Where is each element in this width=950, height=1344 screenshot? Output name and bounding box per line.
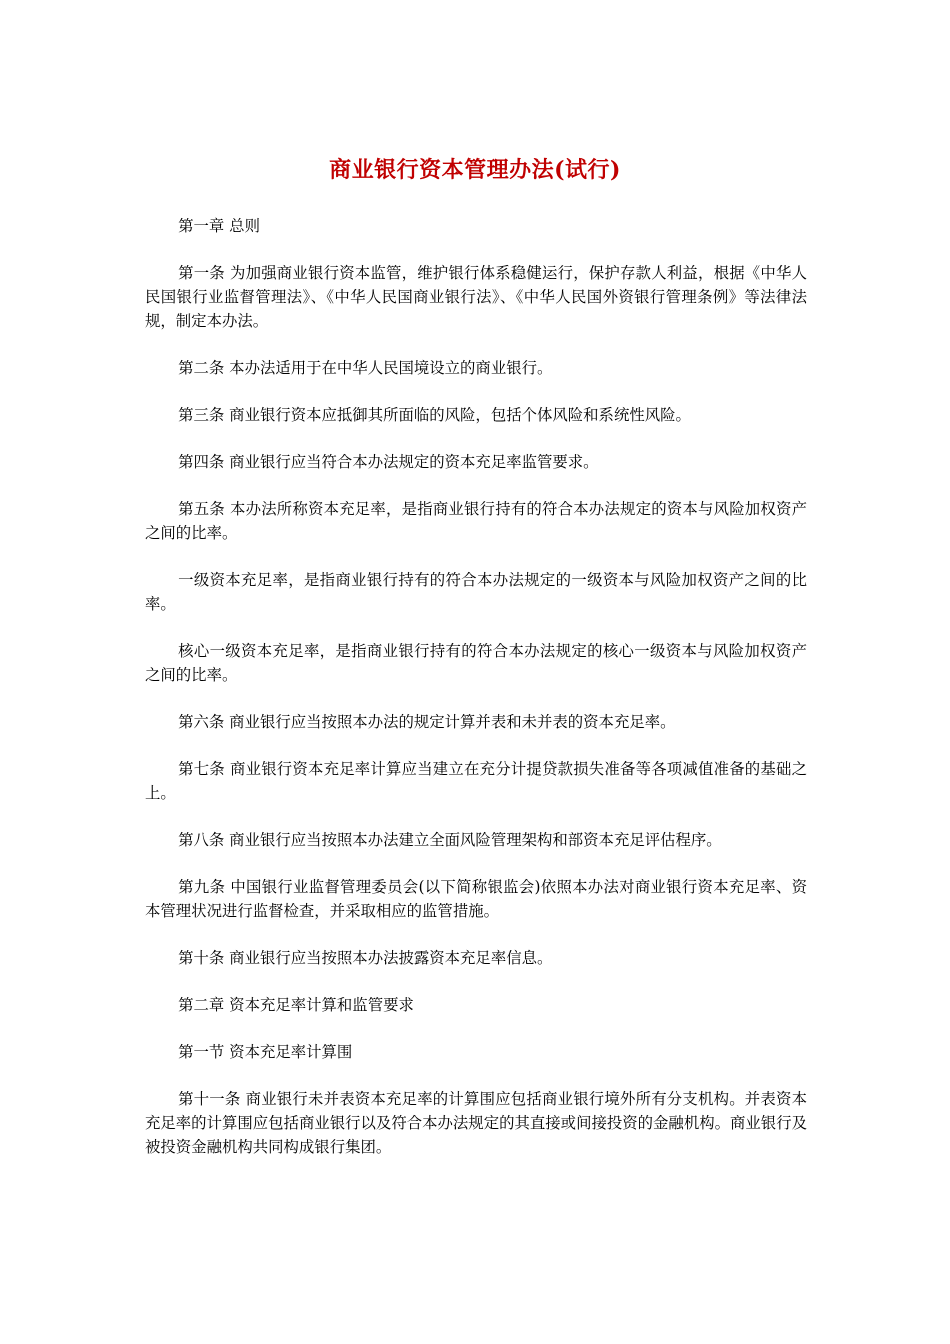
article-paragraph: 第十一条 商业银行未并表资本充足率的计算围应包括商业银行境外所有分支机构。并表资本充足率的计算围应包括商业银行以及符合本办法规定的其直接或间接投资的金融机构。商业银行及被投资金融机构共同构成银行集团。 [145, 1090, 807, 1156]
article-paragraph: 第六条 商业银行应当按照本办法的规定计算并表和未并表的资本充足率。 [178, 713, 676, 731]
article-paragraph: 第一条 为加强商业银行资本监管，维护银行体系稳健运行，保护存款人利益，根据《中华人民国银行业监督管理法》、《中华人民国商业银行法》、《中华人民国外资银行管理条例》等法律法规，制定本办法。 [145, 264, 807, 330]
article-paragraph: 第三条 商业银行资本应抵御其所面临的风险，包括个体风险和系统性风险。 [178, 406, 691, 424]
article-paragraph: 核心一级资本充足率，是指商业银行持有的符合本办法规定的核心一级资本与风险加权资产之间的比率。 [145, 642, 807, 684]
article-paragraph: 第九条 中国银行业监督管理委员会(以下简称银监会)依照本办法对商业银行资本充足率、资本管理状况进行监督检查，并采取相应的监管措施。 [145, 878, 807, 920]
document-title: 商业银行资本管理办法(试行) [329, 157, 621, 183]
section-heading: 第一节 资本充足率计算围 [178, 1043, 353, 1061]
document-body [145, 214, 807, 1182]
article-paragraph: 第二条 本办法适用于在中华人民国境设立的商业银行。 [178, 359, 553, 377]
article-paragraph: 第五条 本办法所称资本充足率，是指商业银行持有的符合本办法规定的资本与风险加权资产之间的比率。 [145, 500, 807, 542]
chapter-heading: 第一章 总则 [178, 217, 260, 235]
article-paragraph: 第八条 商业银行应当按照本办法建立全面风险管理架构和部资本充足评估程序。 [178, 831, 722, 849]
article-paragraph: 一级资本充足率，是指商业银行持有的符合本办法规定的一级资本与风险加权资产之间的比率。 [145, 571, 807, 613]
chapter-heading: 第二章 资本充足率计算和监管要求 [178, 996, 414, 1014]
article-paragraph: 第四条 商业银行应当符合本办法规定的资本充足率监管要求。 [178, 453, 599, 471]
article-paragraph: 第七条 商业银行资本充足率计算应当建立在充分计提贷款损失准备等各项减值准备的基础之上。 [145, 760, 807, 802]
article-paragraph: 第十条 商业银行应当按照本办法披露资本充足率信息。 [178, 949, 553, 967]
